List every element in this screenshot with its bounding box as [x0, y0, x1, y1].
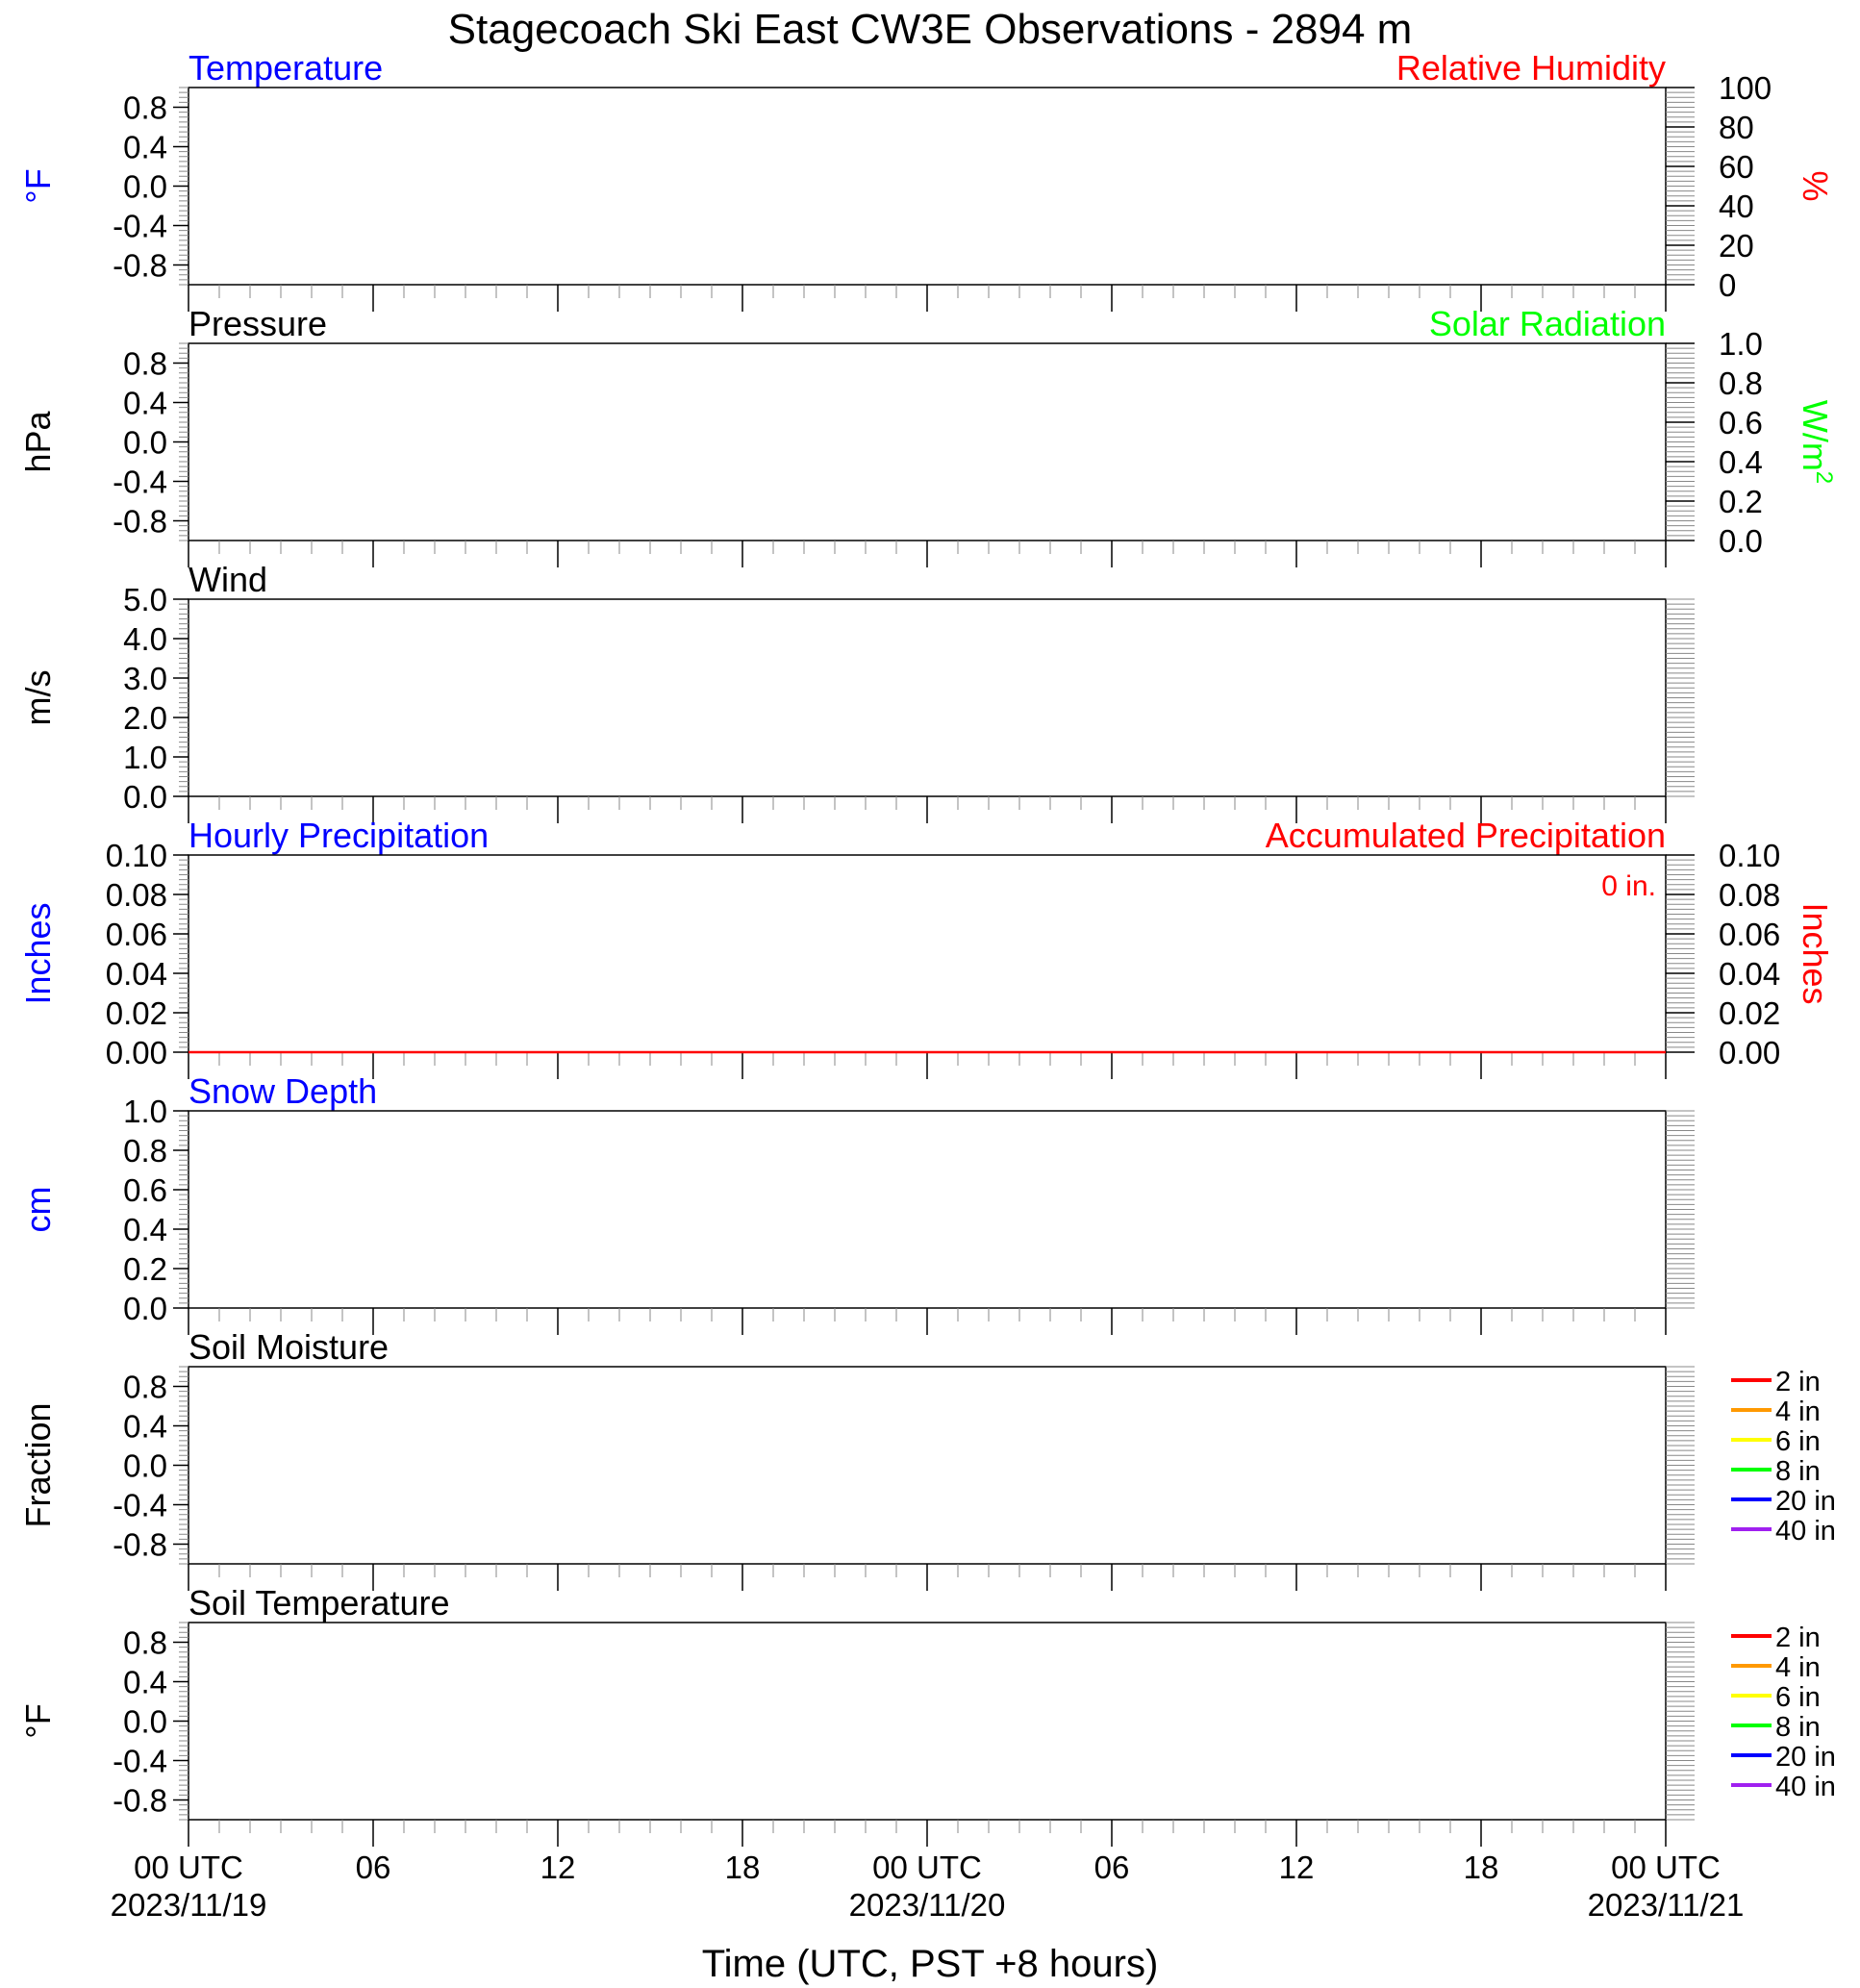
y-tick-label: 0.8 — [123, 1624, 167, 1661]
x-tick-label: 18 — [1463, 1850, 1499, 1885]
x-tick-label: 18 — [724, 1850, 761, 1885]
panel-title-right: Accumulated Precipitation — [1265, 816, 1666, 855]
y-right-tick-label: 0.08 — [1719, 877, 1781, 913]
panel-title-right: Solar Radiation — [1428, 304, 1666, 343]
panel-title-left: Hourly Precipitation — [189, 816, 490, 855]
y-tick-label: -0.4 — [113, 1487, 167, 1523]
legend-label: 8 in — [1775, 1712, 1821, 1743]
panel-title-left: Soil Temperature — [189, 1583, 450, 1623]
y-tick-label: 0.04 — [105, 956, 167, 992]
y-axis-label: hPa — [18, 411, 58, 473]
y-tick-label: -0.4 — [113, 208, 167, 244]
y-tick-label: 0.8 — [123, 345, 167, 382]
legend-label: 6 in — [1775, 1426, 1821, 1457]
x-tick-label: 2023/11/21 — [1587, 1887, 1745, 1923]
legend-label: 4 in — [1775, 1397, 1821, 1427]
y-tick-label: 3.0 — [123, 661, 167, 696]
time-axis-label: Time (UTC, PST +8 hours) — [701, 1943, 1159, 1985]
panel-title-left: Temperature — [189, 48, 384, 88]
y-right-tick-label: 100 — [1719, 70, 1772, 106]
y-axis-label: °F — [18, 168, 58, 204]
legend-label: 2 in — [1775, 1367, 1821, 1397]
y-tick-label: 0.0 — [123, 1447, 167, 1484]
y-right-tick-label: 80 — [1719, 110, 1754, 145]
y-axis-label: Inches — [18, 902, 58, 1005]
y-right-axis-label-superscript: 2 — [1811, 470, 1837, 485]
x-tick-label: 2023/11/19 — [110, 1887, 267, 1923]
legend-label: 4 in — [1775, 1652, 1821, 1683]
y-right-tick-label: 0.04 — [1719, 956, 1781, 992]
y-right-tick-label: 20 — [1719, 228, 1754, 264]
y-right-tick-label: 0.4 — [1719, 444, 1763, 480]
panel-title-left: Pressure — [189, 304, 328, 343]
x-tick-label: 06 — [355, 1850, 391, 1885]
y-tick-label: 0.4 — [123, 385, 167, 421]
y-axis-label: cm — [18, 1186, 58, 1233]
y-right-tick-label: 0.0 — [1719, 523, 1763, 559]
y-right-tick-label: 0.02 — [1719, 995, 1781, 1031]
y-tick-label: 0.0 — [123, 1703, 167, 1740]
y-right-axis-label-text: W/m — [1796, 399, 1835, 471]
legend-label: 40 in — [1775, 1516, 1836, 1547]
y-tick-label: 0.10 — [105, 838, 167, 873]
y-tick-label: 0.08 — [105, 877, 167, 913]
y-right-axis-label-text: % — [1796, 170, 1835, 202]
y-tick-label: 0.8 — [123, 89, 167, 126]
y-axis-label: m/s — [18, 669, 58, 726]
y-axis-label: °F — [18, 1703, 58, 1739]
figure-title: Stagecoach Ski East CW3E Observations - 2894 m — [447, 6, 1413, 53]
panel-title-right: Relative Humidity — [1395, 48, 1666, 88]
y-tick-label: 1.0 — [123, 1094, 167, 1129]
x-tick-label: 00 UTC — [872, 1850, 982, 1885]
x-tick-label: 06 — [1093, 1850, 1130, 1885]
y-tick-label: 4.0 — [123, 621, 167, 657]
y-tick-label: 0.4 — [123, 1212, 167, 1247]
y-right-tick-label: 0 — [1719, 267, 1737, 303]
x-tick-label: 00 UTC — [134, 1850, 243, 1885]
y-tick-label: 0.02 — [105, 995, 167, 1031]
y-tick-label: -0.8 — [113, 1782, 167, 1819]
y-tick-label: -0.4 — [113, 464, 167, 500]
y-right-tick-label: 0.06 — [1719, 917, 1781, 952]
y-right-axis-label — [1796, 902, 1835, 1004]
y-right-tick-label: 0.2 — [1719, 484, 1763, 519]
y-tick-label: 0.4 — [123, 1408, 167, 1445]
y-tick-label: 0.8 — [123, 1133, 167, 1169]
y-right-axis-label-text: Inches — [1796, 902, 1835, 1005]
y-axis-label: Fraction — [18, 1402, 58, 1528]
legend-label: 40 in — [1775, 1772, 1836, 1802]
y-right-axis-label — [1796, 170, 1835, 201]
y-tick-label: 0.0 — [123, 168, 167, 205]
y-right-tick-label: 1.0 — [1719, 326, 1763, 362]
y-tick-label: 0.0 — [123, 1291, 167, 1326]
y-tick-label: 1.0 — [123, 740, 167, 775]
y-tick-label: 2.0 — [123, 700, 167, 736]
y-right-tick-label: 0.00 — [1719, 1035, 1781, 1070]
y-tick-label: 0.6 — [123, 1172, 167, 1208]
y-tick-label: -0.8 — [113, 1526, 167, 1563]
y-tick-label: 0.2 — [123, 1251, 167, 1287]
panel-title-left: Snow Depth — [189, 1071, 378, 1111]
x-tick-label: 2023/11/20 — [848, 1887, 1006, 1923]
y-tick-label: 5.0 — [123, 582, 167, 617]
y-tick-label: -0.4 — [113, 1743, 167, 1779]
y-tick-label: -0.8 — [113, 247, 167, 284]
y-tick-label: 0.06 — [105, 917, 167, 952]
y-tick-label: -0.8 — [113, 503, 167, 540]
accumulated-precipitation-total: 0 in. — [1601, 870, 1656, 902]
y-right-tick-label: 0.8 — [1719, 365, 1763, 401]
y-tick-label: 0.4 — [123, 129, 167, 165]
y-right-tick-label: 60 — [1719, 149, 1754, 185]
x-tick-label: 00 UTC — [1611, 1850, 1721, 1885]
y-right-tick-label: 0.6 — [1719, 405, 1763, 440]
y-tick-label: 0.0 — [123, 779, 167, 815]
x-tick-label: 12 — [1278, 1850, 1315, 1885]
y-tick-label: 0.00 — [105, 1035, 167, 1070]
y-tick-label: 0.8 — [123, 1369, 167, 1405]
y-tick-label: 0.0 — [123, 424, 167, 461]
legend-label: 20 in — [1775, 1486, 1836, 1517]
legend-label: 6 in — [1775, 1682, 1821, 1713]
legend-label: 2 in — [1775, 1623, 1821, 1653]
legend-label: 8 in — [1775, 1456, 1821, 1487]
y-tick-label: 0.4 — [123, 1664, 167, 1700]
y-right-tick-label: 0.10 — [1719, 838, 1781, 873]
panel-title-left: Soil Moisture — [189, 1327, 390, 1367]
legend-label: 20 in — [1775, 1742, 1836, 1773]
y-right-tick-label: 40 — [1719, 189, 1754, 224]
panel-title-left: Wind — [189, 560, 268, 599]
x-tick-label: 12 — [540, 1850, 576, 1885]
